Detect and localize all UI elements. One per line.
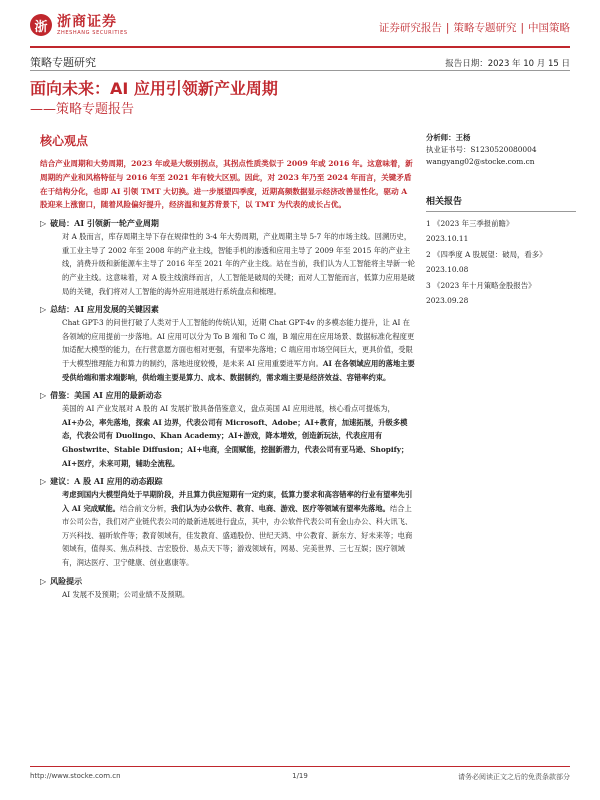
page-number: 1/19 [292, 772, 308, 780]
points-list [40, 217, 415, 601]
logo-name-cn: 浙商证券 [57, 13, 117, 30]
related-report-date: 2023.09.28 [426, 295, 469, 305]
logo-text [57, 15, 128, 36]
report-title: 面向未来：AI 应用引领新产业周期 [30, 79, 278, 98]
point-title-text: 总结：AI 应用发展的关键因素 [50, 304, 159, 315]
report-header [30, 14, 570, 42]
point-title [40, 575, 415, 588]
point-body [40, 316, 415, 384]
analyst-name: 分析师：王杨 [426, 133, 471, 142]
header-links [379, 20, 570, 35]
point-body [40, 588, 415, 602]
related-report-item [426, 248, 576, 277]
bullet-arrow-icon: ▷ [40, 575, 47, 586]
core-viewpoints [40, 132, 415, 601]
report-date: 报告日期：2023 年 10 月 15 日 [445, 59, 570, 69]
related-report-date: 2023.10.08 [426, 264, 469, 274]
company-logo [30, 14, 128, 36]
point-body-emphasis: 我们认为办公软件、教育、电商、游戏、医疗等领域有望率先落地。 [171, 503, 390, 513]
point-body [40, 488, 415, 570]
point-body-emphasis: AI+办公，率先落地，探索 AI 边界，代表公司有 Microsoft、Adobe；AI+教育，加速拓展，升级多模态，代表公司有 Duolingo、Khan Academy；AI+游戏，降本增效，创造新玩法，代表应用有 Ghostwrite、Stable Diffusion；AI+电商，全面赋能，挖掘新潜力，代表公司有亚马逊、Shopify；AI+医疗，未来可期，辅助全流程。 [62, 417, 409, 468]
logo-name-en: ZHESHANG SECURITIES [57, 29, 128, 36]
related-report-title: 3 《2023 年十月策略金股报告》 [426, 281, 536, 290]
related-reports-list [426, 217, 576, 308]
point-body-text: AI 发展不及预期；公司业绩不及预期。 [62, 589, 190, 599]
point-body-text: Chat GPT-3 的问世打破了人类对于人工智能的传统认知，近期 Chat GPT-4v 的多模态能力提升，让 AI 在各领域的应用提前一步落地。AI 应用可以分为 To B 端和 To C 端，B 端应用在应用场景、数据标准化程度更加适配大模型的能力，在行营意愿方面也相对更强，有望率先落地；C 端应用市场空间巨大，更具价值，受限于大模型推理能力和算力的制约，落地进度较慢，是未来 AI 应用重要进军方向。 [62, 318, 415, 368]
related-reports-heading: 相关报告 [426, 194, 576, 212]
point-body [40, 230, 415, 298]
related-report-item [426, 217, 576, 246]
point-title-text: 破局：AI 引领新一轮产业周期 [50, 218, 159, 229]
point-body-text: 结合前文分析， [119, 503, 172, 513]
point-title [40, 475, 415, 488]
footer-disclaimer: 请务必阅读正文之后的免责条款部分 [458, 773, 570, 781]
section-heading: 核心观点 [40, 134, 89, 148]
analyst-license: 执业证书号：S1230520080004 [426, 145, 537, 154]
intro-paragraph: 结合产业周期和大势周期，2023 年或是大级别拐点，其拐点性质类似于 2009 年或 2016 年。这意味着，新周期的产业和风格特征与 2016 年至 2021 年有较大区别。因此，对 2023 年乃至 2024 年而言，关键矛盾在于结构分化，也即 AI 引领 TMT 大切换。进一步展望四季度，近期高频数据显示经济改善显性化，驱动 A 股迎来上涨窗口，随着风险偏好提升，经济温和复苏背景下，以 TMT 为代表的成长占优。 [40, 159, 413, 210]
header-divider [30, 46, 570, 48]
point-body-emphasis: 考虑到国内大模型尚处于早期阶段，并且算力供应短期有一定约束，低算力要求和高容错率的行业有望率先引入 AI 完成赋能。 [62, 490, 413, 513]
header-link-strategy: 策略专题研究 [453, 22, 517, 34]
category-divider [30, 70, 570, 71]
logo-mark-icon: 浙 [30, 14, 52, 36]
point-title-text: 风险提示 [50, 575, 83, 586]
related-report-title: 1 《2023 年三季报前瞻》 [426, 219, 514, 228]
bullet-arrow-icon: ▷ [40, 304, 47, 315]
point-title [40, 303, 415, 316]
footer-divider [30, 766, 570, 767]
point-title-text: 建议：A 股 AI 应用的动态跟踪 [50, 476, 163, 487]
point-body-text: 对 A 股而言，库存周期主导下存在规律性的 3-4 年大势周期，产业周期主导 5-7 年的市场主线。回溯历史，重工业主导了 2002 年至 2008 年的产业主线，智能手机的渗透和应用主导了 2009 年至 2015 年的产业主线，消费升级和新能源车主导了 2016 年至 2021 年的产业主线。站在当前，我们认为人工智能将主导新一轮的产业主线。这意味着，对 A 股主线演绎而言，人工智能是破局的关键；而对人工智能而言，低算力应用是破局的关键，我们将对人工智能的海外应用进展进行系统盘点和梳理。 [62, 232, 415, 296]
report-subtitle: ——策略专题报告 [30, 102, 135, 117]
sidebar [426, 132, 576, 310]
point-body-text: 美国的 AI 产业发展对 A 股的 AI 发展扩散具备借鉴意义，盘点美国 AI 应用进展，核心看点可提炼为， [62, 404, 395, 414]
point-body-text: 结合上市公司公告，我们对产业链代表公司的最新进展进行盘点，其中，办公软件代表公司有金山办公、科大讯飞、万兴科技、福昕软件等；教育领域有，佳发教育、盛通股份、世纪天鸿、中公教育、新东方、好未来等；电商领域有，值得买、焦点科技、吉宏股份、易点天下等；游戏领域有，网易、完美世界、三七互娱；医疗领域有，润达医疗、卫宁健康、创业惠康等。 [62, 503, 413, 568]
header-link-china: 中国策略 [528, 22, 570, 34]
analyst-email: wangyang02@stocke.com.cn [426, 157, 535, 166]
header-separator: | [520, 22, 524, 34]
header-link-research: 证券研究报告 [378, 22, 442, 34]
point-title-text: 借鉴：美国 AI 应用的最新动态 [50, 390, 162, 401]
point-body [40, 402, 415, 470]
related-report-date: 2023.10.11 [426, 233, 469, 243]
analyst-info [426, 132, 576, 168]
bullet-arrow-icon: ▷ [40, 476, 47, 487]
related-report-title: 2 《四季度 A 股展望：破局，看多》 [426, 250, 547, 259]
report-category: 策略专题研究 [30, 56, 96, 69]
bullet-arrow-icon: ▷ [40, 390, 47, 401]
footer-url: http://www.stocke.com.cn [30, 772, 121, 780]
bullet-arrow-icon: ▷ [40, 218, 47, 229]
point-title [40, 389, 415, 402]
point-body-emphasis: AI 在各领域应用的落地主要受供给端和需求端影响，供给端主要是算力、成本、数据制约，需求端主要是经济效益、容错率约束。 [62, 358, 415, 382]
header-separator: | [445, 22, 450, 34]
point-title [40, 217, 415, 230]
related-report-item [426, 279, 576, 308]
